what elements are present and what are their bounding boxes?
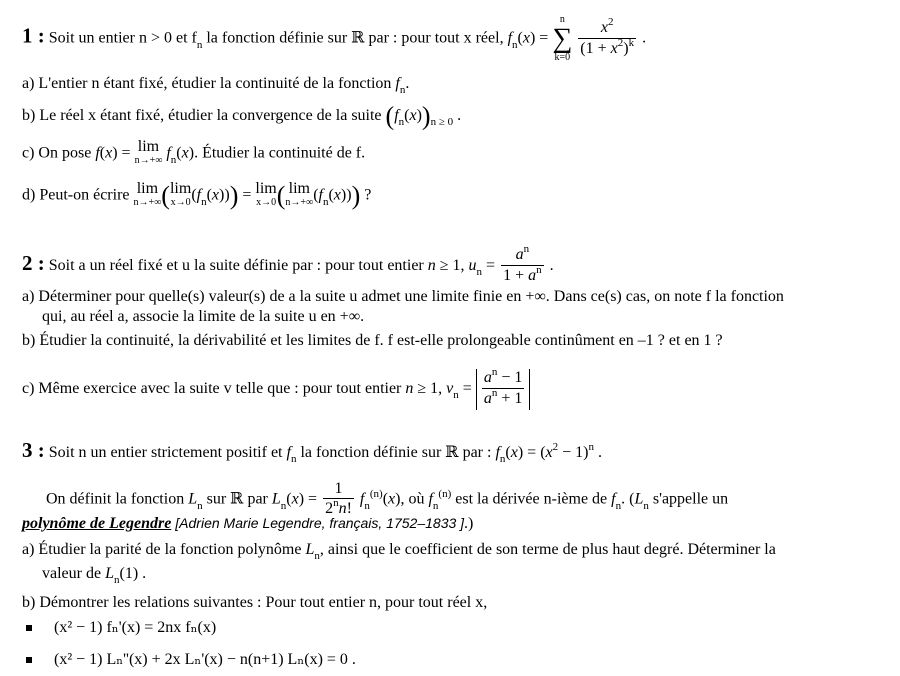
- bullet-icon: [26, 625, 32, 631]
- ex3-relation-1: (x² − 1) fₙ'(x) = 2nx fₙ(x): [26, 618, 216, 638]
- ex3-number: 3 :: [22, 438, 45, 462]
- ex3-legendre-line: polynôme de Legendre [Adrien Marie Legendre, français, 1752–1833 ].): [22, 515, 474, 532]
- ex3-intro-line: 3 : Soit n un entier strictement positif et $f_n$ la fonction définie sur ℝ par : $f_n(x) = (x^2 - 1)^n$ .: [22, 438, 602, 465]
- ex2-question-b: b) Étudier la continuité, la dérivabilité et les limites de f. f est-elle prolongeable continûment en –1 ? et en 1 ?: [22, 332, 723, 349]
- bullet-icon: [26, 657, 32, 663]
- ex3-definition: On définit la fonction $L_n$ sur ℝ par $L_n(x)$ = $\frac{1}{2^nn!}$ $f_n^{(n)}(x)$, où $f_n^{(n)}$ est la dérivée n-ième de $f_n$. ($L_n$ s'appelle un: [46, 480, 728, 520]
- ex2-intro-line: 2 : Soit a un réel fixé et u la suite définie par : pour tout entier n ≥ 1, $u_n$ = $\frac{a^n}{1 + a^n}$ .: [22, 246, 554, 287]
- ex1-intro: Soit un entier n > 0 et f: [48, 29, 197, 47]
- ex3-question-a-line2: valeur de $L_n(1)$ .: [42, 565, 147, 586]
- ex3-question-b: b) Démontrer les relations suivantes : Pour tout entier n, pour tout réel x,: [22, 594, 488, 611]
- ex2-v-formula: n ≥ 1, $v_n$ = $\frac{a^n - 1}{a^n + 1}$: [405, 369, 530, 410]
- ex2-question-a-line2: qui, au réel a, associe la limite de la suite u en +∞.: [42, 308, 365, 325]
- legendre-reference: [Adrien Marie Legendre, français, 1752–1833 ]: [175, 515, 465, 531]
- ex3-relation-2: (x² − 1) Lₙ''(x) + 2x Lₙ'(x) − n(n+1) Lₙ(x) = 0 .: [26, 650, 356, 670]
- ex1-intro-line: 1 : Soit un entier n > 0 et $f_n$ la fonction définie sur ℝ par : pour tout x réel, $f_n(x)$ = n ∑ k=0 $\frac{x^2}{(1 + x^2)^k}$ .: [22, 14, 647, 63]
- ex1-question-b: b) Le réel x étant fixé, étudier la convergence de la suite $(f_n(x))_{n \ge 0}$ .: [22, 101, 462, 131]
- ex2-u-formula: n ≥ 1, $u_n$ = $\frac{a^n}{1 + a^n}$ .: [428, 246, 554, 287]
- ex2-question-c: c) Même exercice avec la suite v telle que : pour tout entier n ≥ 1, $v_n$ = $\frac{a^n - 1}{a^n + 1}$: [22, 369, 530, 410]
- ex2-question-a-line1: a) Déterminer pour quelle(s) valeur(s) de a la suite u admet une limite finie en +∞. Dans ce(s) cas, on note f la fonction: [22, 288, 784, 305]
- ex1-number: 1 :: [22, 23, 45, 48]
- ex1-sum-formula: $f_n(x)$ = n ∑ k=0 $\frac{x^2}{(1 + x^2)^k}$ .: [507, 14, 647, 63]
- legendre-term: polynôme de Legendre: [22, 515, 172, 532]
- ex3-question-a-line1: a) Étudier la parité de la fonction polynôme $L_n$, ainsi que le coefficient de son terme de plus haut degré. Déterminer la: [22, 541, 776, 562]
- ex1-question-a: a) L'entier n étant fixé, étudier la continuité de la fonction $f_n$.: [22, 75, 410, 96]
- ex1-intro2: la fonction définie sur ℝ par : pour tout x réel,: [202, 29, 504, 47]
- ex1-question-d: d) Peut-on écrire lim n→+∞ ( lim x→0 $(f_n(x))$) = lim x→0 ( lim n→+∞ $(f_n(x))$) ?: [22, 180, 372, 210]
- ex1-question-c: c) On pose f(x) = lim n→+∞ $f_n(x)$. Étudier la continuité de f.: [22, 138, 366, 166]
- ex2-number: 2 :: [22, 251, 45, 276]
